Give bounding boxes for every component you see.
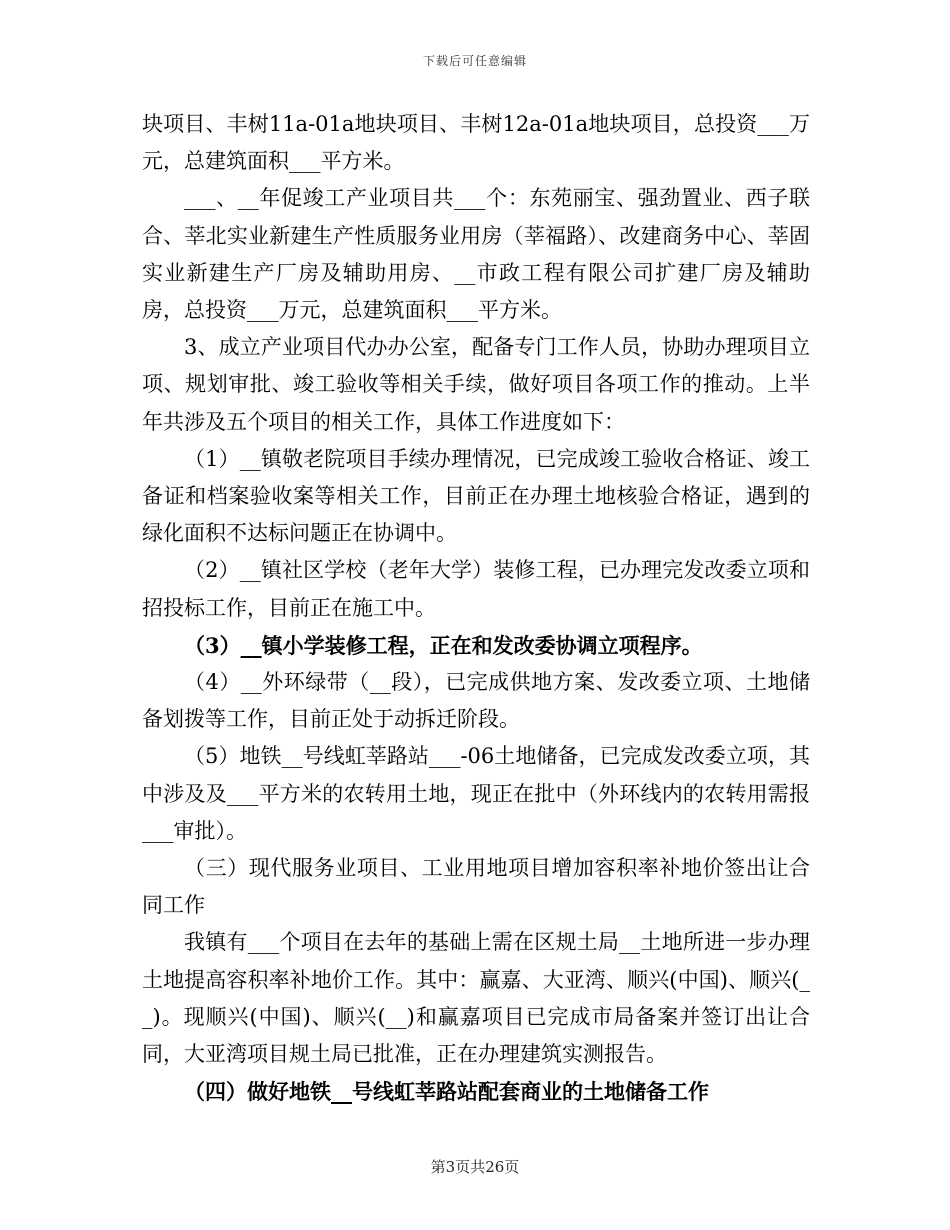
paragraph-3: 3、成立产业项目代办办公室，配备专门工作人员，协助办理项目立项、规划审批、竣工验收等相关手续，做好项目各项工作的推动。上半年共涉及五个项目的相关工作，具体工作进度如下： bbox=[142, 335, 810, 434]
paragraph-4: （1）__镇敬老院项目手续办理情况，已完成竣工验收合格证、竣工备证和档案验收案等相关工作，目前正在办理土地核验合格证，遇到的绿化面积不达标问题正在协调中。 bbox=[142, 446, 810, 546]
paragraph-11: （四）做好地铁__号线虹莘路站配套商业的土地储备工作 bbox=[184, 1079, 709, 1105]
paragraph-8: （5）地铁__号线虹莘路站___-06土地储备，已完成发改委立项，其中涉及及___平方米的农转用土地，现正在批中（外环线内的农转用需报___审批）。 bbox=[142, 744, 810, 843]
paragraph-7: （4）__外环绿带（__段），已完成供地方案、发改委立项、土地储备划拨等工作，目前正处于动拆迁阶段。 bbox=[142, 670, 810, 732]
paragraph-6: （3）__镇小学装修工程，正在和发改委协调立项程序。 bbox=[184, 632, 703, 658]
paragraph-5: （2）__镇社区学校（老年大学）装修工程，已办理完发改委立项和招投标工作，目前正在施工中。 bbox=[142, 558, 810, 620]
paragraph-1: 块项目、丰树11a-01a地块项目、丰树12a-01a地块项目，总投资___万元，总建筑面积___平方米。 bbox=[142, 112, 810, 174]
paragraph-10: 我镇有___个项目在去年的基础上需在区规土局__土地所进一步办理土地提高容积率补地价工作。其中：赢嘉、大亚湾、顺兴(中国)、顺兴(__)。现顺兴(中国)、顺兴(__)和赢嘉项目已完成市局备案并签订出让合同，大亚湾项目规土局已批准，正在办理建筑实测报告。 bbox=[142, 930, 810, 1067]
page-footer: 第3页共26页 bbox=[430, 1158, 520, 1176]
paragraph-2: ___、__年促竣工产业项目共___个：东苑丽宝、强劲置业、西子联合、莘北实业新建生产性质服务业用房（莘福路）、改建商务中心、莘固实业新建生产厂房及辅助用房、__市政工程有限公司扩建厂房及辅助房，总投资___万元，总建筑面积___平方米。 bbox=[142, 186, 810, 323]
document-body bbox=[142, 106, 810, 1110]
paragraph-9: （三）现代服务业项目、工业用地项目增加容积率补地价签出让合同工作 bbox=[142, 856, 810, 918]
page-header: 下载后可任意编辑 bbox=[422, 54, 527, 68]
